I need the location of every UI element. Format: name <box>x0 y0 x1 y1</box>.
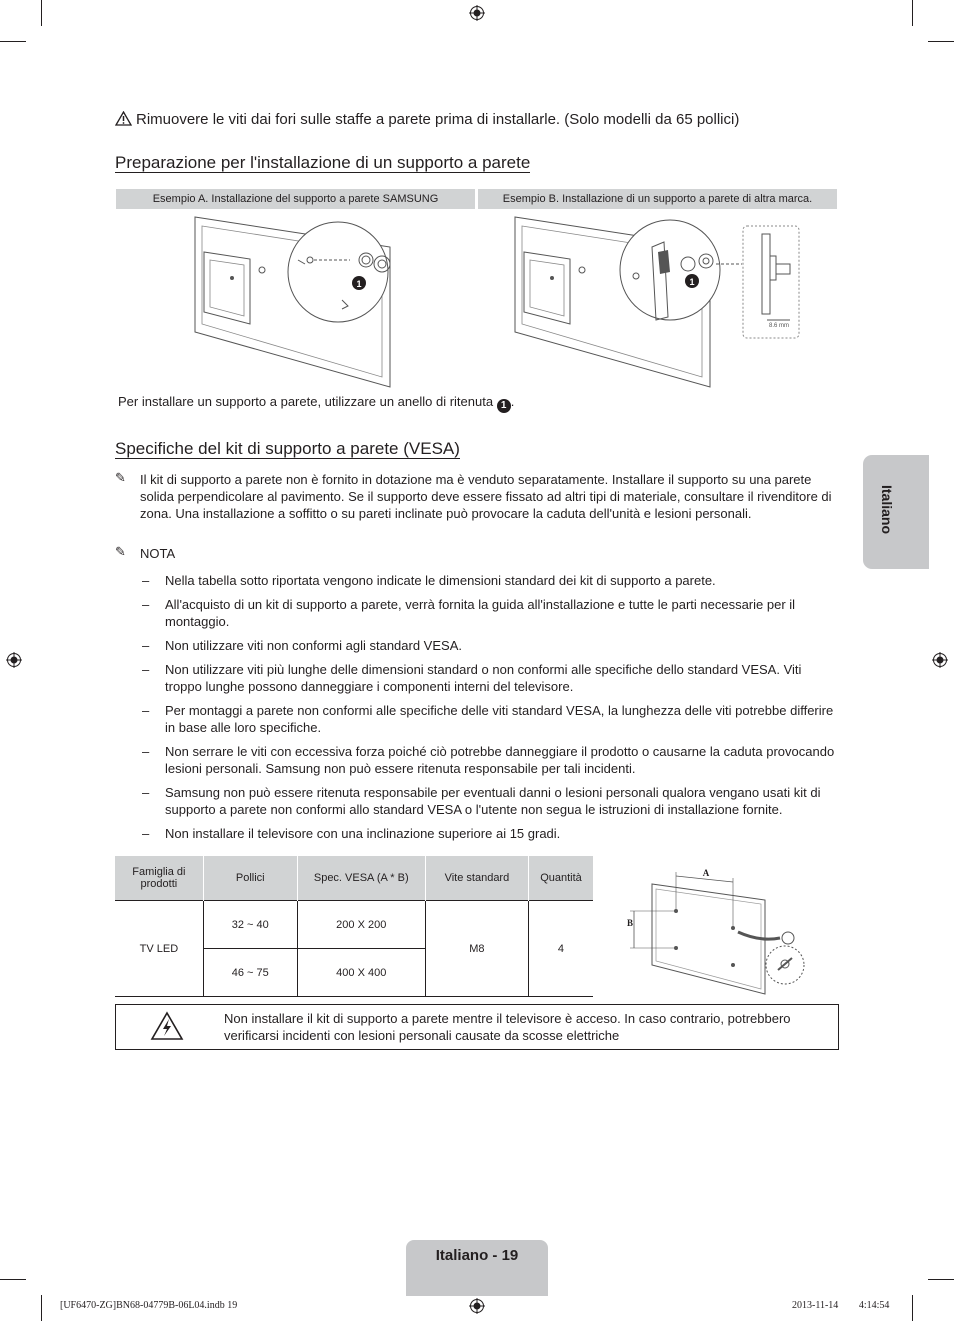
table-header: Famiglia di prodotti <box>115 856 203 901</box>
table-cell-qty: 4 <box>528 901 593 997</box>
caution-text: Non installare il kit di supporto a parete mentre il televisore è acceso. In caso contrario, potrebbero verificarsi incidenti con lesioni personali causate da scosse elettriche <box>224 1011 791 1043</box>
table-cell-vesa: 200 X 200 <box>297 901 425 949</box>
pencil-note-icon: ✎ <box>115 470 126 485</box>
vesa-intro-paragraph: Il kit di supporto a parete non è fornito in dotazione ma è venduto separatamente. Installare il supporto su una parete solida perpendicolare al pavimento. Se il supporto deve essere fissato ad altri tipi di materiale, consultare il rivenditore di zona. Una installazione a soffitto o su pareti inclinate può provocare la caduta dell'unità e lesioni personali. <box>140 472 832 521</box>
table-header: Spec. VESA (A * B) <box>297 856 425 901</box>
illustration-example-a <box>190 212 400 392</box>
table-header: Vite standard <box>425 856 528 901</box>
callout-number: 1 <box>356 279 362 289</box>
crop-mark <box>41 0 42 26</box>
page-number-tab <box>406 1240 548 1296</box>
table-header: Pollici <box>203 856 297 901</box>
table-cell-pollici: 46 ~ 75 <box>203 949 297 997</box>
table-cell-vesa: 400 X 400 <box>297 949 425 997</box>
side-tab-label: Italiano <box>879 485 895 535</box>
section-heading-vesa: Specifiche del kit di supporto a parete (VESA) <box>115 439 460 458</box>
vesa-spec-table <box>115 856 593 997</box>
crop-mark <box>928 41 954 42</box>
top-warning <box>115 111 855 128</box>
retaining-ring-caption: Per installare un supporto a parete, utilizzare un anello di ritenuta 1 . <box>118 394 515 411</box>
electric-shock-caution <box>115 1004 839 1050</box>
illustration-example-b <box>512 212 807 392</box>
registration-mark-icon <box>932 652 948 668</box>
registration-mark-icon <box>469 1298 485 1314</box>
top-warning-text: Rimuovere le viti dai fori sulle staffe a parete prima di installarle. (Solo modelli da 65 pollici) <box>136 111 740 128</box>
callout-number: 1 <box>689 277 695 287</box>
crop-mark <box>41 1295 42 1321</box>
table-header: Quantità <box>528 856 593 901</box>
dimension-label: 8.6 mm <box>768 323 790 329</box>
table-row <box>115 901 593 949</box>
table-cell-screw: M8 <box>425 901 528 997</box>
crop-mark <box>928 1279 954 1280</box>
crop-mark <box>0 1279 26 1280</box>
table-cell-pollici: 32 ~ 40 <box>203 901 297 949</box>
example-a-label: Esempio A. Installazione del supporto a parete SAMSUNG <box>116 189 475 209</box>
callout-number-badge: 1 <box>497 399 511 413</box>
footer-timestamp: 2013-11-14 ￿￿ 4:14:54 <box>792 1300 890 1311</box>
nota-label: NOTA <box>140 546 176 561</box>
pencil-note-icon: ✎ <box>115 544 126 559</box>
vesa-dimension-diagram <box>620 862 815 997</box>
example-b-label: Esempio B. Installazione di un supporto a parete di altra marca. <box>478 189 837 209</box>
language-side-tab <box>863 455 929 569</box>
crop-mark <box>0 41 26 42</box>
high-voltage-warning-icon <box>150 1011 184 1041</box>
registration-mark-icon <box>6 652 22 668</box>
registration-mark-icon <box>469 5 485 21</box>
section-heading-preparation: Preparazione per l'installazione di un supporto a parete <box>115 153 531 172</box>
crop-mark <box>912 1295 913 1321</box>
warning-triangle-icon <box>115 111 132 126</box>
table-cell-family: TV LED <box>115 901 203 997</box>
dimension-a-label: A <box>702 868 710 878</box>
dimension-b-label: B <box>626 918 634 928</box>
footer-file-info: [UF6470-ZG]BN68-04779B-06L04.indb 19 <box>60 1300 238 1311</box>
page-number: Italiano - 19 <box>435 1247 519 1264</box>
crop-mark <box>912 0 913 26</box>
